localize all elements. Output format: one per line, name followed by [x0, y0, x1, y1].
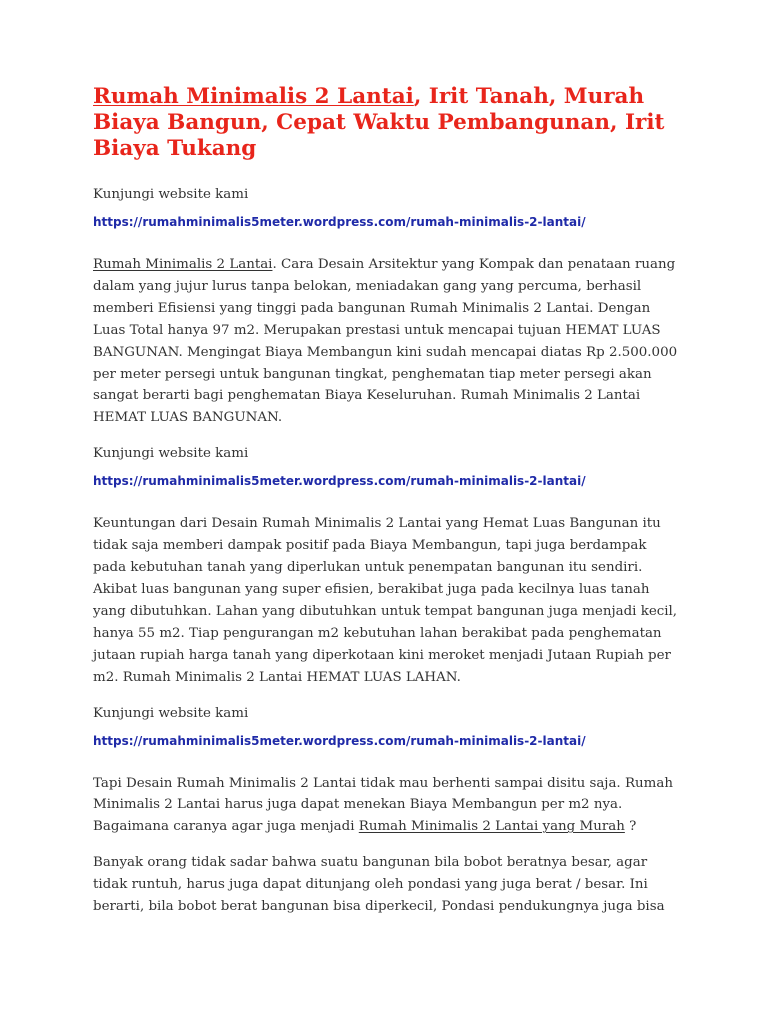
document-page	[93, 84, 683, 932]
paragraph-1-link[interactable]: Rumah Minimalis 2 Lantai	[93, 257, 273, 272]
paragraph-1	[93, 254, 683, 429]
title-link[interactable]: Rumah Minimalis 2 Lantai	[93, 84, 414, 109]
website-link-3[interactable]: https://rumahminimalis5meter.wordpress.com/rumah-minimalis-2-lantai/	[93, 733, 586, 748]
visit-label-1: Kunjungi website kami	[93, 187, 249, 202]
visit-label-2: Kunjungi website kami	[93, 446, 249, 462]
paragraph-3-end: ?	[624, 819, 637, 835]
title-text: , Irit Tanah, Murah Biaya Bangun, Cepat Waktu Pembangunan, Irit Biaya Tukang	[93, 84, 665, 161]
paragraph-3-text: Tapi Desain Rumah Minimalis 2 Lantai tidak mau berhenti sampai disitu saja. Rumah Minimalis 2 Lantai harus juga dapat menekan Biaya Membangun per m2 nya. Bagaimana caranya agar juga menjadi	[93, 775, 673, 835]
paragraph-1-text: . Cara Desain Arsitektur yang Kompak dan penataan ruang dalam yang jujur lurus tanpa belokan, meniadakan gang yang percuma, berhasil memberi Efisiensi yang tinggi pada bangunan Rumah Minimalis 2 Lantai. Dengan Luas Total hanya 97 m2. Merupakan prestasi untuk mencapai tujuan HEMAT LUAS BANGUNAN. Mengingat Biaya Membangun kini sudah mencapai diatas Rp 2.500.000 per meter persegi untuk bangunan tingkat, penghematan tiap meter persegi akan sangat berarti bagi penghematan Biaya Keseluruhan. Rumah Minimalis 2 Lantai HEMAT LUAS BANGUNAN.	[93, 257, 678, 426]
paragraph-3-link[interactable]: Rumah Minimalis 2 Lantai yang Murah	[358, 819, 625, 835]
paragraph-3	[93, 773, 683, 839]
paragraph-2: Keuntungan dari Desain Rumah Minimalis 2 Lantai yang Hemat Luas Bangunan itu tidak saja memberi dampak positif pada Biaya Membangun, tapi juga berdampak pada kebutuhan tanah yang diperlukan untuk penempatan bangunan itu sendiri. Akibat luas bangunan yang super efisien, berakibat juga pada kecilnya luas tanah yang dibutuhkan. Lahan yang dibutuhkan untuk tempat bangunan juga menjadi kecil, hanya 55 m2. Tiap pengurangan m2 kebutuhan lahan berakibat pada penghematan jutaan rupiah harga tanah yang diperkotaan kini meroket menjadi Jutaan Rupiah per m2. Rumah Minimalis 2 Lantai HEMAT LUAS LAHAN.	[93, 516, 678, 685]
paragraph-4: Banyak orang tidak sadar bahwa suatu bangunan bila bobot beratnya besar, agar tidak runtuh, harus juga dapat ditunjang oleh pondasi yang juga berat / besar. Ini berarti, bila bobot berat bangunan bisa diperkecil, Pondasi pendukungnya juga bisa	[93, 855, 665, 915]
website-link-1[interactable]: https://rumahminimalis5meter.wordpress.com/rumah-minimalis-2-lantai/	[93, 215, 586, 229]
page-title	[93, 84, 683, 162]
website-link-2[interactable]: https://rumahminimalis5meter.wordpress.com/rumah-minimalis-2-lantai/	[93, 474, 586, 489]
visit-label-3: Kunjungi website kami	[93, 705, 249, 721]
